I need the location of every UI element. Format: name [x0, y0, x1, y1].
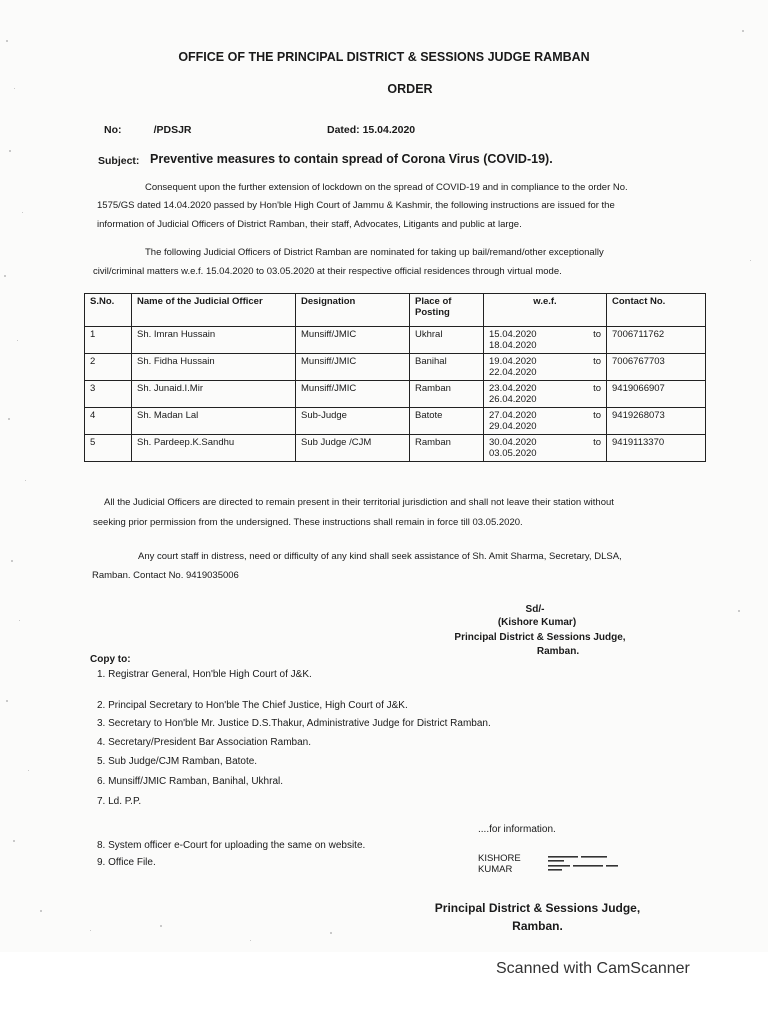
order-heading: ORDER	[387, 82, 433, 96]
wef-from: 19.04.2020	[489, 356, 537, 367]
paragraph-4-line-2: Ramban. Contact No. 9419035006	[92, 570, 239, 581]
cell-name: Sh. Imran Hussain	[132, 327, 296, 354]
cell-place: Ramban	[410, 381, 484, 408]
cell-sno: 4	[85, 408, 132, 435]
cell-designation: Munsiff/JMIC	[296, 354, 410, 381]
table-row	[85, 327, 706, 354]
cell-contact: 9419113370	[607, 435, 706, 462]
wef-from: 30.04.2020	[489, 437, 537, 448]
cell-sno: 3	[85, 381, 132, 408]
table-header-row	[85, 294, 706, 327]
wef-to-word: to	[593, 329, 601, 340]
cell-designation: Munsiff/JMIC	[296, 327, 410, 354]
wef-from: 23.04.2020	[489, 383, 537, 394]
final-signature-designation: Principal District & Sessions Judge,	[434, 901, 641, 915]
cell-name: Sh. Fidha Hussain	[132, 354, 296, 381]
header-place: Place of Posting	[410, 294, 484, 327]
cell-designation: Munsiff/JMIC	[296, 381, 410, 408]
final-signature-place: Ramban.	[512, 919, 563, 933]
wef-to-word: to	[593, 437, 601, 448]
wef-until: 29.04.2020	[489, 421, 537, 432]
paragraph-1-line-1: Consequent upon the further extension of lockdown on the spread of COVID-19 and in compliance to the order No.	[145, 182, 628, 193]
header-wef: w.e.f.	[484, 294, 607, 327]
table-row	[85, 354, 706, 381]
paragraph-3-line-2: seeking prior permission from the undersigned. These instructions shall remain in force till 03.05.2020.	[93, 517, 523, 528]
paragraph-1-line-2: 1575/GS dated 14.04.2020 passed by Hon'ble High Court of Jammu & Kashmir, the following instructions are issued for the	[97, 200, 615, 211]
subject-text: Preventive measures to contain spread of Corona Virus (COVID-19).	[150, 152, 553, 166]
cell-name: Sh. Junaid.I.Mir	[132, 381, 296, 408]
cell-wef	[484, 354, 607, 381]
list-item: 1. Registrar General, Hon'ble High Court of J&K.	[97, 669, 312, 680]
cell-place: Ramban	[410, 435, 484, 462]
header-designation: Designation	[296, 294, 410, 327]
wef-to-word: to	[593, 410, 601, 421]
digital-signature-fine-print	[548, 855, 620, 877]
list-item: 8. System officer e-Court for uploading the same on website.	[97, 840, 366, 851]
cell-place: Batote	[410, 408, 484, 435]
cell-sno: 5	[85, 435, 132, 462]
signature-designation: Principal District & Sessions Judge,	[454, 632, 626, 643]
wef-from: 15.04.2020	[489, 329, 537, 340]
for-information-note: ....for information.	[478, 824, 556, 835]
list-item: 6. Munsiff/JMIC Ramban, Banihal, Ukhral.	[97, 776, 284, 787]
wef-to-word: to	[593, 383, 601, 394]
header-sno: S.No.	[85, 294, 132, 327]
table-row	[85, 435, 706, 462]
cell-designation: Sub-Judge	[296, 408, 410, 435]
cell-wef	[484, 381, 607, 408]
cell-wef	[484, 435, 607, 462]
cell-wef	[484, 327, 607, 354]
cell-sno: 1	[85, 327, 132, 354]
cell-contact: 9419268073	[607, 408, 706, 435]
signature-name: (Kishore Kumar)	[497, 617, 577, 628]
wef-until: 22.04.2020	[489, 367, 537, 378]
cell-contact: 7006767703	[607, 354, 706, 381]
wef-until: 26.04.2020	[489, 394, 537, 405]
list-item: 3. Secretary to Hon'ble Mr. Justice D.S.Thakur, Administrative Judge for District Ramban.	[97, 718, 491, 729]
digital-signature-name-line-1: KISHORE	[478, 853, 521, 864]
paragraph-3-line-1: All the Judicial Officers are directed to remain present in their territorial jurisdiction and shall not leave their station without	[104, 497, 614, 508]
camscanner-watermark: Scanned with CamScanner	[496, 960, 690, 977]
cell-place: Banihal	[410, 354, 484, 381]
signature-sd: Sd/-	[525, 604, 545, 615]
cell-contact: 9419066907	[607, 381, 706, 408]
list-item: 4. Secretary/President Bar Association Ramban.	[97, 737, 311, 748]
copy-to-label: Copy to:	[90, 654, 131, 665]
list-item: 2. Principal Secretary to Hon'ble The Chief Justice, High Court of J&K.	[97, 700, 408, 711]
order-date: Dated: 15.04.2020	[327, 124, 416, 136]
wef-to-word: to	[593, 356, 601, 367]
judicial-officers-table	[84, 293, 706, 462]
order-number: No: /PDSJR	[104, 124, 192, 136]
digital-signature-name	[478, 853, 521, 876]
wef-from: 27.04.2020	[489, 410, 537, 421]
cell-designation: Sub Judge /CJM	[296, 435, 410, 462]
table-row	[85, 381, 706, 408]
subject-label: Subject:	[98, 155, 140, 167]
cell-sno: 2	[85, 354, 132, 381]
header-contact: Contact No.	[607, 294, 706, 327]
cell-name: Sh. Pardeep.K.Sandhu	[132, 435, 296, 462]
paragraph-2-line-2: civil/criminal matters w.e.f. 15.04.2020 to 03.05.2020 at their respective official residences through virtual mode.	[93, 266, 562, 277]
office-title: OFFICE OF THE PRINCIPAL DISTRICT & SESSIONS JUDGE RAMBAN	[178, 50, 590, 64]
signature-place: Ramban.	[536, 646, 580, 657]
cell-contact: 7006711762	[607, 327, 706, 354]
final-signature-block	[430, 899, 645, 935]
list-item: 9. Office File.	[97, 857, 156, 868]
list-item: 7. Ld. P.P.	[97, 796, 142, 807]
cell-place: Ukhral	[410, 327, 484, 354]
header-name: Name of the Judicial Officer	[132, 294, 296, 327]
paragraph-1-line-3: information of Judicial Officers of District Ramban, their staff, Advocates, Litigants and public at large.	[97, 219, 522, 230]
list-item: 5. Sub Judge/CJM Ramban, Batote.	[97, 756, 258, 767]
paragraph-2-line-1: The following Judicial Officers of District Ramban are nominated for taking up bail/remand/other exceptionally	[145, 247, 604, 258]
digital-signature-name-line-2: KUMAR	[478, 864, 513, 876]
wef-until: 03.05.2020	[489, 448, 537, 459]
wef-until: 18.04.2020	[489, 340, 537, 351]
paragraph-4-line-1: Any court staff in distress, need or difficulty of any kind shall seek assistance of Sh. Amit Sharma, Secretary, DLSA,	[138, 551, 622, 562]
cell-wef	[484, 408, 607, 435]
table-row	[85, 408, 706, 435]
cell-name: Sh. Madan Lal	[132, 408, 296, 435]
